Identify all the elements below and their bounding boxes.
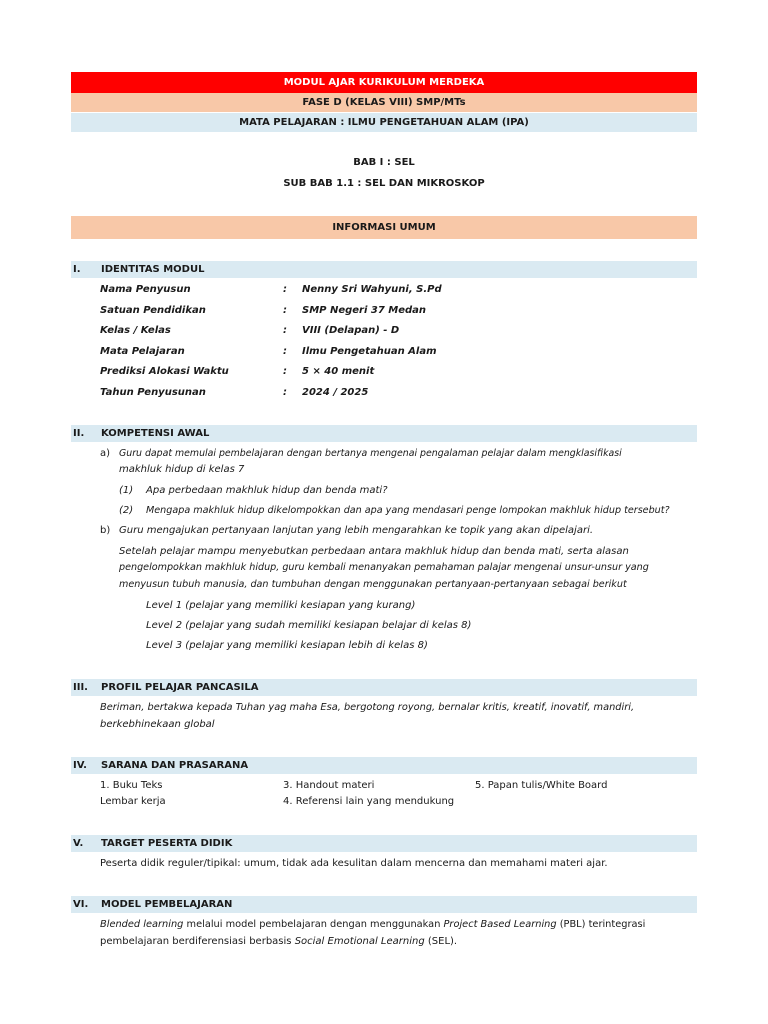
identitas-value: Nenny Sri Wahyuni, S.Pd [302, 284, 442, 295]
informasi-umum-band: INFORMASI UMUM [71, 216, 697, 239]
sarana-item: 4. Referensi lain yang mendukung [283, 796, 455, 807]
model-text-part: pembelajaran berdiferensiasi berbasis [100, 936, 295, 947]
identitas-label: Nama Penyusun [100, 284, 191, 295]
kompetensi-a-text: makhluk hidup di kelas 7 [119, 464, 245, 475]
model-term: Project Based Learning [443, 919, 557, 930]
identitas-value: SMP Negeri 37 Medan [302, 305, 427, 316]
section-kompetensi [71, 425, 697, 442]
identitas-value: VIII (Delapan) - D [302, 325, 400, 336]
sarana-item: 3. Handout materi [283, 780, 375, 791]
section-number: I. [73, 264, 81, 275]
model-text [100, 919, 645, 930]
identitas-sep: : [283, 325, 287, 336]
section-model [71, 896, 697, 913]
subject-band: MATA PELAJARAN : ILMU PENGETAHUAN ALAM (IPA) [71, 113, 697, 132]
identitas-label: Satuan Pendidikan [100, 305, 206, 316]
section-number: II. [73, 428, 85, 439]
level-item: Level 1 (pelajar yang memiliki kesiapan yang kurang) [146, 600, 416, 611]
section-title: MODEL PEMBELAJARAN [101, 899, 233, 910]
question-text: Mengapa makhluk hidup dikelompokkan dan apa yang mendasari penge lompokan makhluk hidup tersebut? [146, 505, 670, 516]
identitas-sep: : [283, 387, 287, 398]
section-number: V. [73, 838, 84, 849]
section-number: III. [73, 682, 88, 693]
model-text-part: melalui model pembelajaran dengan menggunakan [183, 919, 444, 930]
section-number: VI. [73, 899, 89, 910]
target-text: Peserta didik reguler/tipikal: umum, tidak ada kesulitan dalam mencerna dan memahami materi ajar. [100, 858, 608, 869]
sarana-item: Lembar kerja [100, 796, 166, 807]
identitas-label: Kelas / Kelas [100, 325, 171, 336]
section-identitas [71, 261, 697, 278]
identitas-sep: : [283, 346, 287, 357]
identitas-sep: : [283, 284, 287, 295]
identitas-value: 5 × 40 menit [302, 366, 375, 377]
identitas-label: Tahun Penyusunan [100, 387, 206, 398]
paragraph-line: Setelah pelajar mampu menyebutkan perbedaan antara makhluk hidup dan benda mati, serta alasan [119, 546, 629, 557]
profil-text: Beriman, bertakwa kepada Tuhan yag maha Esa, bergotong royong, bernalar kritis, kreatif, inovatif, mandiri, [100, 702, 635, 713]
identitas-sep: : [283, 366, 287, 377]
section-title: PROFIL PELAJAR PANCASILA [101, 682, 259, 693]
sarana-item: 5. Papan tulis/White Board [475, 780, 608, 791]
section-title: KOMPETENSI AWAL [101, 428, 210, 439]
identitas-sep: : [283, 305, 287, 316]
profil-text: berkebhinekaan global [100, 719, 215, 730]
level-item: Level 2 (pelajar yang sudah memiliki kesiapan belajar di kelas 8) [146, 620, 472, 631]
list-marker: a) [100, 448, 111, 459]
identitas-value: Ilmu Pengetahuan Alam [302, 346, 437, 357]
section-title: IDENTITAS MODUL [101, 264, 205, 275]
section-title: SARANA DAN PRASARANA [101, 760, 249, 771]
kompetensi-b-text: Guru mengajukan pertanyaan lanjutan yang lebih mengarahkan ke topik yang akan dipelajari. [119, 525, 594, 536]
model-text-part: (SEL). [424, 936, 458, 947]
level-item: Level 3 (pelajar yang memiliki kesiapan lebih di kelas 8) [146, 640, 428, 651]
list-marker: (2) [119, 505, 134, 516]
sarana-item: 1. Buku Teks [100, 780, 163, 791]
model-term: Blended learning [100, 919, 184, 930]
identitas-label: Mata Pelajaran [100, 346, 185, 357]
identitas-value: 2024 / 2025 [302, 387, 369, 398]
question-text: Apa perbedaan makhluk hidup dan benda mati? [146, 485, 388, 496]
fase-band: FASE D (KELAS VIII) SMP/MTs [71, 93, 697, 112]
section-title: TARGET PESERTA DIDIK [101, 838, 233, 849]
paragraph-line: pengelompokkan makhluk hidup, guru kembali menanyakan pemahaman palajar mengenai unsur-unsur yang [119, 562, 649, 573]
model-term: Social Emotional Learning [294, 936, 425, 947]
title-band: MODUL AJAR KURIKULUM MERDEKA [71, 72, 697, 93]
kompetensi-a-text: Guru dapat memulai pembelajaran dengan bertanya mengenai pengalaman pelajar dalam mengklasifikasi [119, 448, 622, 459]
section-sarana [71, 757, 697, 774]
section-target [71, 835, 697, 852]
bab-title: BAB I : SEL [353, 157, 415, 168]
list-marker: (1) [119, 485, 134, 496]
model-text-part: (PBL) terintegrasi [556, 919, 646, 930]
section-number: IV. [73, 760, 87, 771]
model-text [100, 936, 457, 947]
identitas-label: Prediksi Alokasi Waktu [100, 366, 229, 377]
subbab-title: SUB BAB 1.1 : SEL DAN MIKROSKOP [283, 178, 485, 189]
section-profil [71, 679, 697, 696]
list-marker: b) [100, 525, 111, 536]
paragraph-line: menyusun tubuh manusia, dan tumbuhan dengan menggunakan pertanyaan-pertanyaan sebagai berikut [119, 579, 627, 590]
